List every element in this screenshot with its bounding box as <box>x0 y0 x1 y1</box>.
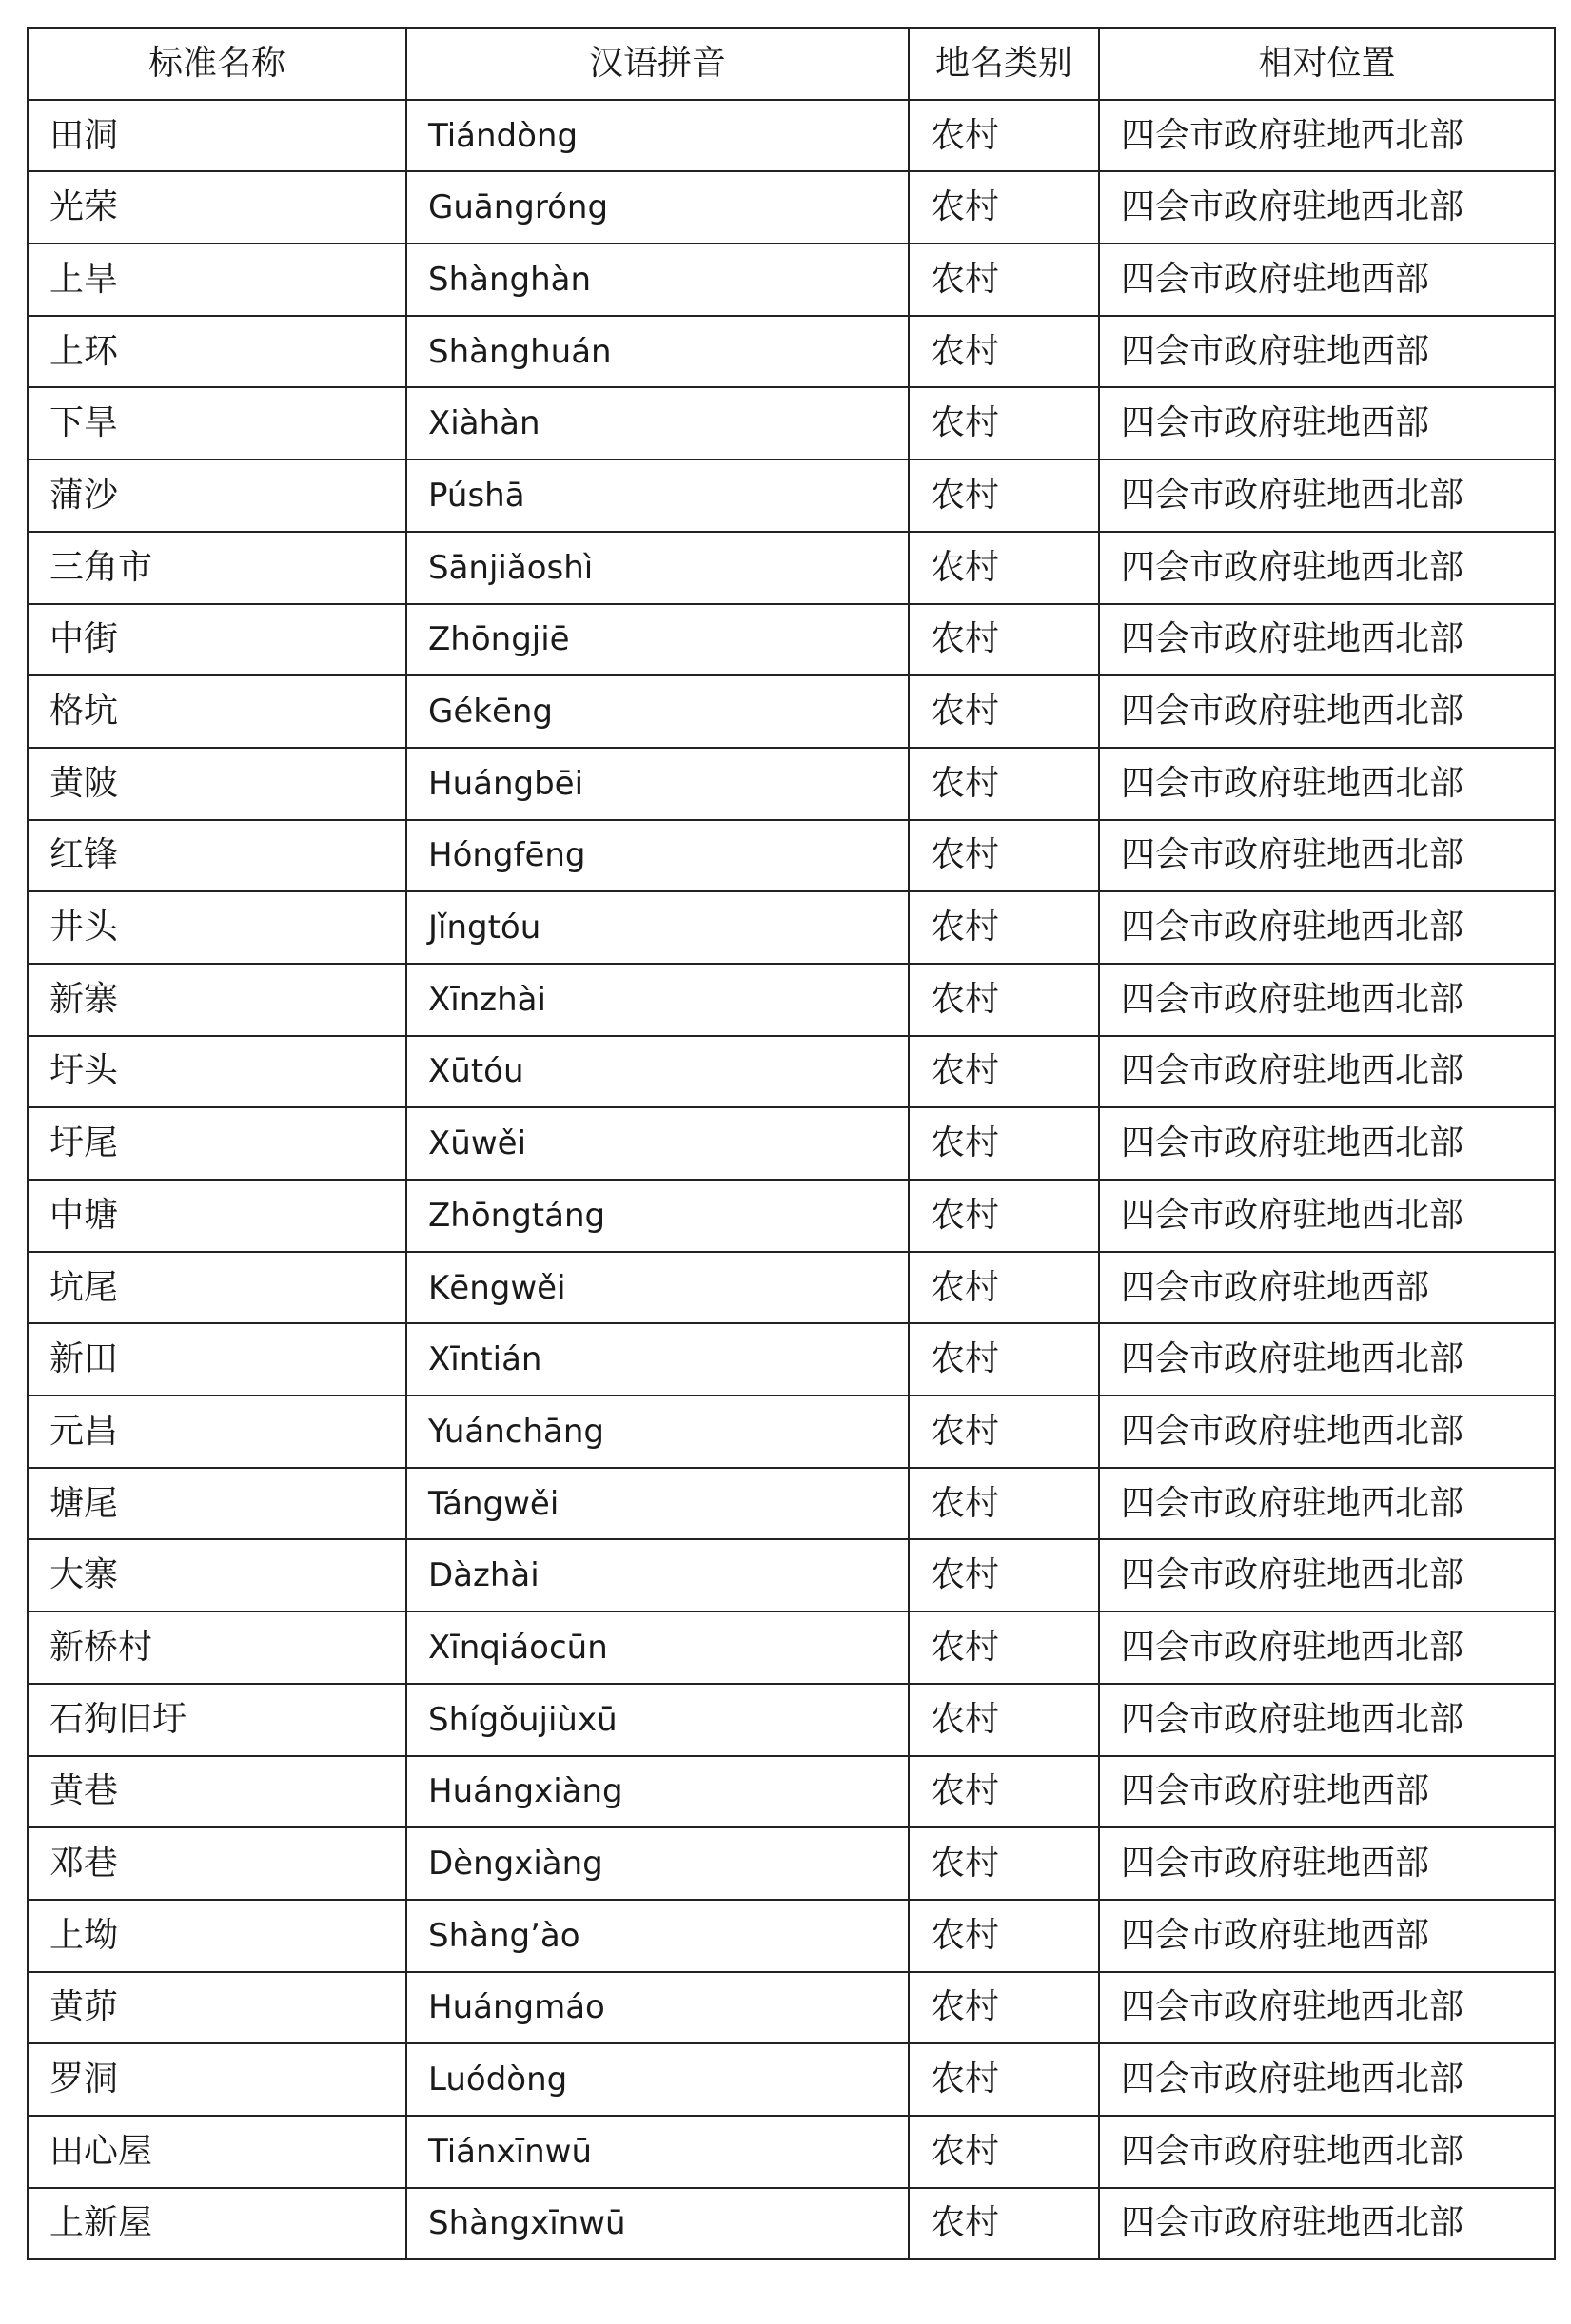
category-cell: 农村 <box>909 316 1099 388</box>
category-cell: 农村 <box>909 1396 1099 1468</box>
pinyin-cell: Xūtóu <box>406 1036 909 1108</box>
name-cell: 上坳 <box>28 1900 406 1972</box>
name-cell: 黄茆 <box>28 1972 406 2044</box>
table-row <box>28 2188 1555 2260</box>
pinyin-cell: Shànghàn <box>406 244 909 316</box>
position-cell: 四会市政府驻地西北部 <box>1099 2188 1555 2260</box>
name-cell: 上新屋 <box>28 2188 406 2260</box>
name-cell: 新桥村 <box>28 1611 406 1684</box>
category-cell: 农村 <box>909 675 1099 748</box>
pinyin-cell: Hóngfēng <box>406 820 909 892</box>
table-row <box>28 891 1555 964</box>
name-cell: 石狗旧圩 <box>28 1684 406 1756</box>
name-cell: 中塘 <box>28 1180 406 1252</box>
pinyin-cell: Huángmáo <box>406 1972 909 2044</box>
pinyin-cell: Jǐngtóu <box>406 891 909 964</box>
table-row <box>28 1684 1555 1756</box>
position-cell: 四会市政府驻地西部 <box>1099 387 1555 459</box>
pinyin-cell: Zhōngjiē <box>406 604 909 676</box>
category-cell: 农村 <box>909 1107 1099 1180</box>
position-cell: 四会市政府驻地西北部 <box>1099 820 1555 892</box>
position-cell: 四会市政府驻地西北部 <box>1099 604 1555 676</box>
position-cell: 四会市政府驻地西北部 <box>1099 1972 1555 2044</box>
name-cell: 下旱 <box>28 387 406 459</box>
position-cell: 四会市政府驻地西北部 <box>1099 2043 1555 2116</box>
pinyin-cell: Shànghuán <box>406 316 909 388</box>
name-cell: 元昌 <box>28 1396 406 1468</box>
position-cell: 四会市政府驻地西北部 <box>1099 891 1555 964</box>
name-cell: 井头 <box>28 891 406 964</box>
name-cell: 邓巷 <box>28 1827 406 1900</box>
table-row <box>28 1036 1555 1108</box>
pinyin-cell: Dàzhài <box>406 1539 909 1611</box>
category-cell: 农村 <box>909 1972 1099 2044</box>
position-cell: 四会市政府驻地西部 <box>1099 1900 1555 1972</box>
table-row <box>28 100 1555 172</box>
position-cell: 四会市政府驻地西部 <box>1099 1252 1555 1324</box>
category-cell: 农村 <box>909 1252 1099 1324</box>
position-cell: 四会市政府驻地西北部 <box>1099 1036 1555 1108</box>
category-cell: 农村 <box>909 532 1099 604</box>
position-cell: 四会市政府驻地西北部 <box>1099 675 1555 748</box>
position-cell: 四会市政府驻地西北部 <box>1099 964 1555 1036</box>
category-cell: 农村 <box>909 100 1099 172</box>
position-cell: 四会市政府驻地西北部 <box>1099 1611 1555 1684</box>
pinyin-cell: Huángxiàng <box>406 1756 909 1828</box>
pinyin-cell: Luódòng <box>406 2043 909 2116</box>
pinyin-cell: Shàng’ào <box>406 1900 909 1972</box>
category-cell: 农村 <box>909 2116 1099 2188</box>
table-row <box>28 1539 1555 1611</box>
pinyin-cell: Yuánchāng <box>406 1396 909 1468</box>
name-cell: 新田 <box>28 1323 406 1396</box>
position-cell: 四会市政府驻地西北部 <box>1099 1107 1555 1180</box>
table-row <box>28 1252 1555 1324</box>
pinyin-cell: Xīntián <box>406 1323 909 1396</box>
category-cell: 农村 <box>909 2043 1099 2116</box>
name-cell: 光荣 <box>28 171 406 244</box>
pinyin-cell: Zhōngtáng <box>406 1180 909 1252</box>
category-cell: 农村 <box>909 2188 1099 2260</box>
pinyin-cell: Xiàhàn <box>406 387 909 459</box>
category-cell: 农村 <box>909 1900 1099 1972</box>
pinyin-cell: Sānjiǎoshì <box>406 532 909 604</box>
pinyin-cell: Huángbēi <box>406 748 909 820</box>
table-row <box>28 1396 1555 1468</box>
table-row <box>28 532 1555 604</box>
category-cell: 农村 <box>909 891 1099 964</box>
category-cell: 农村 <box>909 244 1099 316</box>
position-cell: 四会市政府驻地西北部 <box>1099 1180 1555 1252</box>
name-cell: 大寨 <box>28 1539 406 1611</box>
position-cell: 四会市政府驻地西北部 <box>1099 748 1555 820</box>
position-cell: 四会市政府驻地西北部 <box>1099 1323 1555 1396</box>
header-standard-name: 标准名称 <box>28 28 406 100</box>
position-cell: 四会市政府驻地西北部 <box>1099 2116 1555 2188</box>
header-pinyin: 汉语拼音 <box>406 28 909 100</box>
name-cell: 红锋 <box>28 820 406 892</box>
pinyin-cell: Xīnqiáocūn <box>406 1611 909 1684</box>
position-cell: 四会市政府驻地西部 <box>1099 1756 1555 1828</box>
category-cell: 农村 <box>909 459 1099 532</box>
table-row <box>28 1756 1555 1828</box>
category-cell: 农村 <box>909 171 1099 244</box>
table-row <box>28 1468 1555 1540</box>
header-category: 地名类别 <box>909 28 1099 100</box>
category-cell: 农村 <box>909 1468 1099 1540</box>
name-cell: 黄巷 <box>28 1756 406 1828</box>
position-cell: 四会市政府驻地西北部 <box>1099 1468 1555 1540</box>
table-row <box>28 604 1555 676</box>
position-cell: 四会市政府驻地西北部 <box>1099 459 1555 532</box>
position-cell: 四会市政府驻地西部 <box>1099 316 1555 388</box>
table-row <box>28 171 1555 244</box>
category-cell: 农村 <box>909 748 1099 820</box>
position-cell: 四会市政府驻地西北部 <box>1099 1396 1555 1468</box>
table-row <box>28 2043 1555 2116</box>
category-cell: 农村 <box>909 1180 1099 1252</box>
pinyin-cell: Gékēng <box>406 675 909 748</box>
category-cell: 农村 <box>909 604 1099 676</box>
pinyin-cell: Tiándòng <box>406 100 909 172</box>
pinyin-cell: Dèngxiàng <box>406 1827 909 1900</box>
table-body <box>28 100 1555 2260</box>
table-row <box>28 2116 1555 2188</box>
table-row <box>28 1180 1555 1252</box>
category-cell: 农村 <box>909 1611 1099 1684</box>
pinyin-cell: Xūwěi <box>406 1107 909 1180</box>
pinyin-cell: Shígǒujiùxū <box>406 1684 909 1756</box>
category-cell: 农村 <box>909 1323 1099 1396</box>
name-cell: 圩尾 <box>28 1107 406 1180</box>
position-cell: 四会市政府驻地西北部 <box>1099 171 1555 244</box>
category-cell: 农村 <box>909 1827 1099 1900</box>
name-cell: 三角市 <box>28 532 406 604</box>
pinyin-cell: Kēngwěi <box>406 1252 909 1324</box>
table-row <box>28 459 1555 532</box>
name-cell: 格坑 <box>28 675 406 748</box>
position-cell: 四会市政府驻地西北部 <box>1099 100 1555 172</box>
category-cell: 农村 <box>909 387 1099 459</box>
table-row <box>28 316 1555 388</box>
table-row <box>28 964 1555 1036</box>
position-cell: 四会市政府驻地西北部 <box>1099 532 1555 604</box>
name-cell: 田心屋 <box>28 2116 406 2188</box>
table-row <box>28 387 1555 459</box>
name-cell: 圩头 <box>28 1036 406 1108</box>
pinyin-cell: Shàngxīnwū <box>406 2188 909 2260</box>
category-cell: 农村 <box>909 820 1099 892</box>
pinyin-cell: Xīnzhài <box>406 964 909 1036</box>
table-row <box>28 1900 1555 1972</box>
name-cell: 蒲沙 <box>28 459 406 532</box>
name-cell: 上环 <box>28 316 406 388</box>
name-cell: 黄陂 <box>28 748 406 820</box>
table-row <box>28 244 1555 316</box>
name-cell: 上旱 <box>28 244 406 316</box>
category-cell: 农村 <box>909 1539 1099 1611</box>
name-cell: 中街 <box>28 604 406 676</box>
place-name-table <box>27 27 1556 2260</box>
name-cell: 田洞 <box>28 100 406 172</box>
position-cell: 四会市政府驻地西部 <box>1099 244 1555 316</box>
table-row <box>28 1611 1555 1684</box>
pinyin-cell: Tángwěi <box>406 1468 909 1540</box>
position-cell: 四会市政府驻地西北部 <box>1099 1539 1555 1611</box>
table-row <box>28 1972 1555 2044</box>
table-row <box>28 748 1555 820</box>
table-row <box>28 1827 1555 1900</box>
table-row <box>28 675 1555 748</box>
table-header-row <box>28 28 1555 100</box>
pinyin-cell: Púshā <box>406 459 909 532</box>
table-row <box>28 1107 1555 1180</box>
category-cell: 农村 <box>909 1684 1099 1756</box>
document-page <box>27 27 1554 2260</box>
name-cell: 坑尾 <box>28 1252 406 1324</box>
pinyin-cell: Guāngróng <box>406 171 909 244</box>
position-cell: 四会市政府驻地西北部 <box>1099 1684 1555 1756</box>
category-cell: 农村 <box>909 1036 1099 1108</box>
category-cell: 农村 <box>909 1756 1099 1828</box>
name-cell: 罗洞 <box>28 2043 406 2116</box>
name-cell: 新寨 <box>28 964 406 1036</box>
category-cell: 农村 <box>909 964 1099 1036</box>
table-row <box>28 1323 1555 1396</box>
pinyin-cell: Tiánxīnwū <box>406 2116 909 2188</box>
name-cell: 塘尾 <box>28 1468 406 1540</box>
position-cell: 四会市政府驻地西部 <box>1099 1827 1555 1900</box>
table-row <box>28 820 1555 892</box>
header-relative-position: 相对位置 <box>1099 28 1555 100</box>
